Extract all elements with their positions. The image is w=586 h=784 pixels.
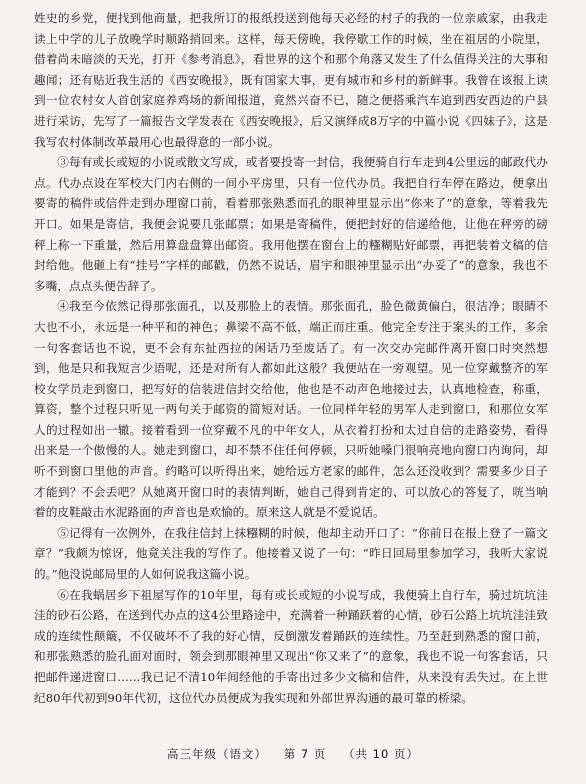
footer-page-number: 第 7 页	[283, 747, 327, 761]
paragraph-6: ⑥在我蜗居乡下祖屋写作的10年里，每有或长或短的小说写成，我便骑上自行车，骑过坑坑洼洼的砂石公路，在送到代办点的这4公里路途中，充满着一种踊跃着的心情，砂石公路上坑坑洼洼致成的连续性颠簸，不仅破坏不了我的好心情，反倒激发着踊跃的连续性。乃至赶到熟悉的窗口前，和那张熟悉的脸孔面对面时，领会到那眼神里又现出“你又来了”的意象，我也不说一句客套话，只把邮件递进窗口……我已记不清10年间经他的手寄出过多少文稿和信件，从来没有丢失过。在上世纪80年代初到90年代初，这位代办员便成为我实现和外部世界沟通的最可靠的桥梁。	[34, 587, 548, 705]
footer-exam-title: 高三年级（语文）	[167, 747, 268, 761]
paragraph-5: ⑤记得有一次例外，在我往信封上抹糨糊的时候，他却主动开口了：“你前日在报上登了一篇文章？”我颇为惊讶，他竟关注我的写作了。他接着又说了一句：“昨日回局里参加学习，我听大家说的。”他没说邮局里的人如何说我这篇小说。	[34, 525, 548, 582]
article-body	[34, 8, 548, 708]
paragraph-3: ③每有或长或短的小说或散文写成，或者要投寄一封信，我便骑自行车走到4公里远的邮政代办点。代办点设在军校大门内右侧的一间小平房里，只有一位代办员。我把自行车停在路边，便拿出要寄的稿件或信件走到办理窗口前，看着那张熟悉而孔的眼神里显示出“你来了”的意象，等着我先开口。如果是寄信，我便会说要几张邮票；如果是寄稿件，便把封好的信递给他，让他在秤旁的磅秤上称一下重量，然后用算盘盘算出邮资。我用他摆在窗台上的糨糊贴好邮票，再把装着文稿的信封给他。他砸上有“挂号”字样的邮戳，仍然不说话，眉宇和眼神里显示出“办妥了”的意象，我也不多嘴，点点头便告辞了。	[34, 155, 548, 293]
page-footer	[0, 746, 586, 762]
paragraph-continuation: 姓史的乡党，便找到他商量，把我所订的报纸投送到他每天必经的村子的我的一位亲戚家，由我走读上中学的儿子放晚学时顺路捎回来。这样，每天傍晚，我停歇工作的时候，坐在祖居的小院里，借着尚未暗淡的天光，打开《参考消息》，看世界的这个和那个角落又发生了什么值得关注的大事和趣闻；还有贴近我生活的《西安晚报》，既有国家大事，更有城市和乡村的新鲜事。我曾在该报上读到一位农村女人首创家庭养鸡场的新闻报道，竟然兴奋不已，随之便搭乘汽车追到西安西边的户县进行采访，先写了一篇报告文学发表在《西安晚报》，后又演绎成8万字的中篇小说《四妹子》，这是我写农村体制改革最用心也最得意的一部小说。	[34, 11, 548, 149]
paragraph-4: ④我至今依然记得那张面孔，以及那脸上的表情。那张面孔，脸色微黄偏白，很洁净；眼睛不大也不小，永远是一种平和的神色；鼻梁不高不低，端正而庄重。他完全专注于案头的工作，多余一句客套话也不说，更不会有东扯西拉的闲话乃至废话了。有一次交办完邮件离开窗口时突然想到，他是只和我短言少语呢，还是对所有人都如此这般？我便站在一旁观望。见一位穿戴整齐的军校女学员走到窗口，把写好的信装进信封交给他，他也是不动声色地接过去，认真地检查，称重，算资，整个过程只听见一两句关于邮资的简短对话。一位同样年轻的男军人走到窗口，和那位女军人的过程如出一辙。接着看到一位穿戴不凡的中年女人，从衣着打扮和太过自信的走路姿势，看得出来是一个傲慢的人。她走到窗口，却不禁不住任何停顿，只听她嗓门很响亮地向窗口内询问，却听不到窗口里他的声音。约略可以听得出来，她给远方老家的邮件，怎么还没收到？需要多少日子才能到？不会丢吧？从她离开窗口时的表情判断，她自己得到肯定的、可以放心的答复了，咣当响着的皮鞋敲击水泥路面的声音也是欢愉的。原来这人就是不爱说话。	[34, 299, 548, 520]
footer-total-pages: （共 10 页）	[343, 747, 419, 761]
